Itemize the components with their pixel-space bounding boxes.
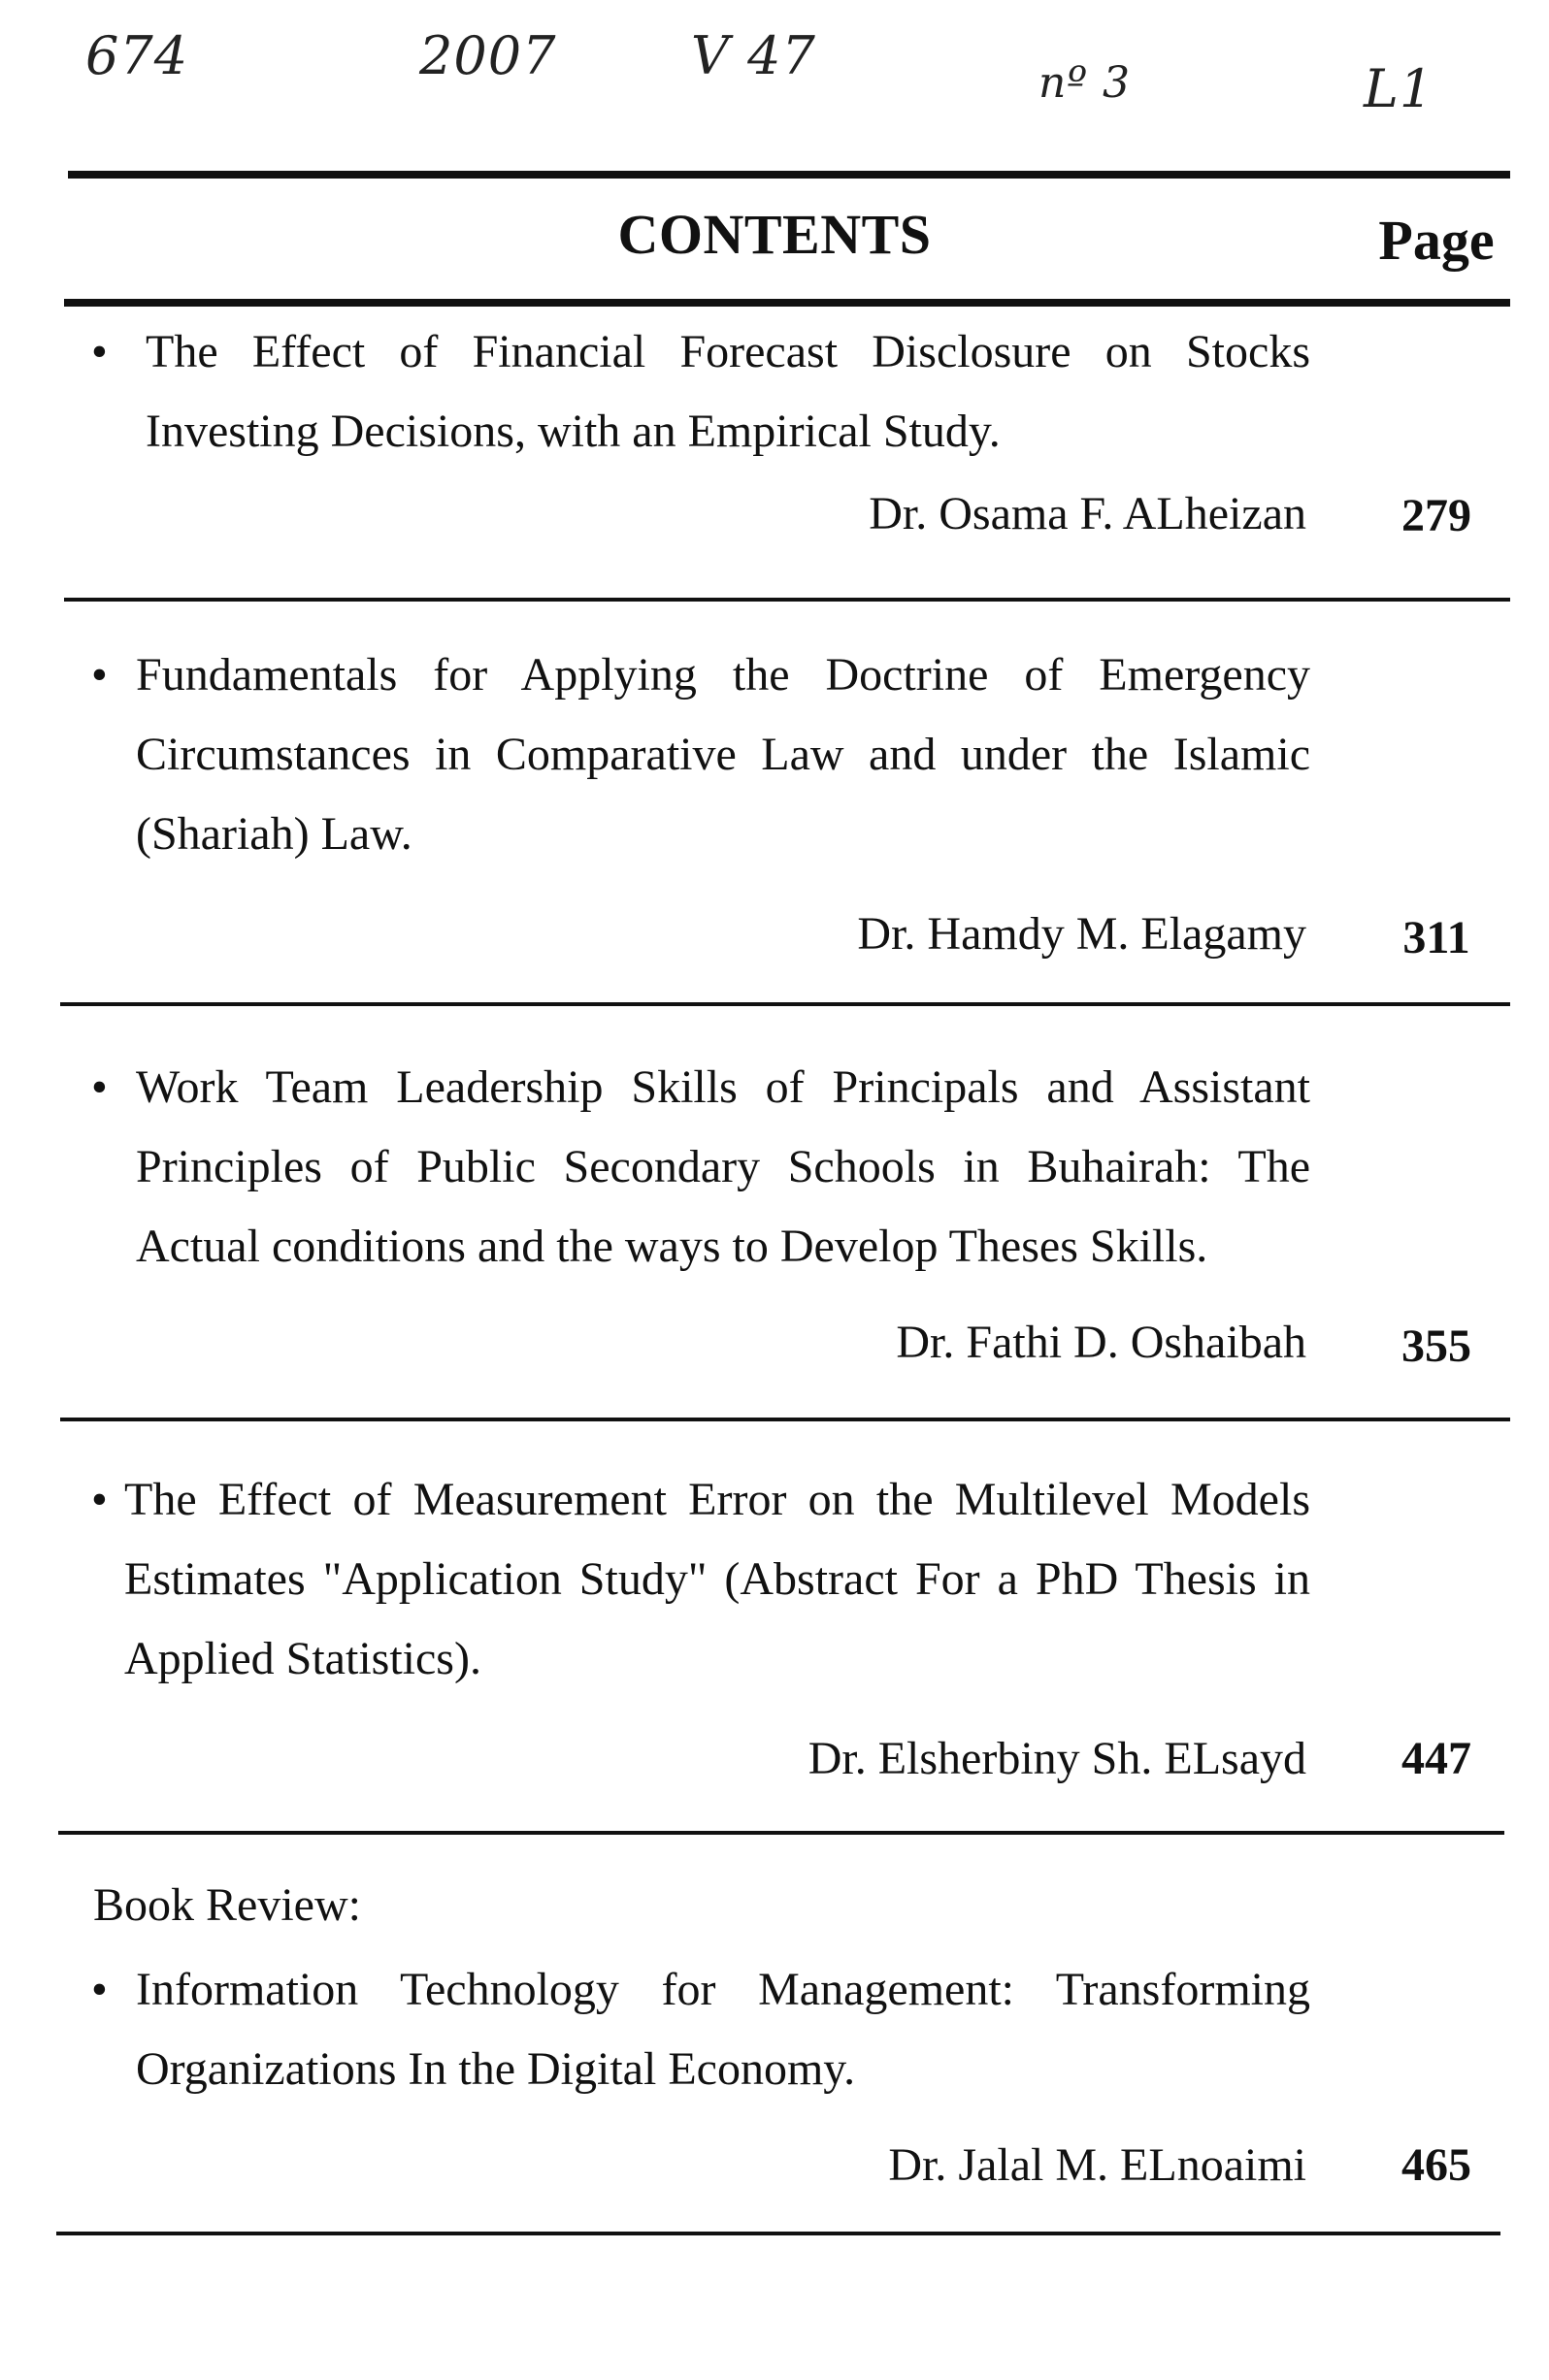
entry-page: 355: [1401, 1320, 1471, 1372]
entry-author: Dr. Jalal M. ELnoaimi: [888, 2139, 1306, 2191]
entry-page: 447: [1401, 1733, 1471, 1784]
bullet: •: [91, 1474, 108, 1525]
entry-page: 279: [1401, 490, 1471, 541]
handwritten-mark: L1: [1364, 58, 1434, 119]
bullet: •: [91, 1964, 108, 2015]
handwritten-year: 2007: [419, 25, 557, 86]
entry-page: 311: [1402, 912, 1470, 963]
bullet: •: [91, 326, 108, 377]
top-rule: [68, 171, 1510, 179]
entry-title: The Effect of Financial Forecast Disclosure on Stocks Investing Decisions, with an Empirical Study.: [146, 326, 1310, 457]
handwritten-volume: V 47: [691, 25, 816, 86]
entry-divider: [60, 1418, 1510, 1421]
page-column-header: Page: [1378, 209, 1495, 272]
entry-divider: [60, 1002, 1510, 1006]
handwritten-number: nº 3: [1038, 58, 1132, 108]
entry-title: Information Technology for Management: Transforming Organizations In the Digital Economy.: [136, 1964, 1310, 2095]
entry-author: Dr. Elsherbiny Sh. ELsayd: [807, 1733, 1306, 1784]
bullet: •: [91, 1061, 108, 1113]
contents-title: CONTENTS: [617, 203, 932, 266]
handwritten-code: 674: [85, 25, 189, 86]
header-rule: [64, 299, 1510, 307]
bullet: •: [91, 649, 108, 701]
entry-divider: [58, 1831, 1504, 1835]
entry-page: 465: [1401, 2139, 1471, 2191]
entry-title: Fundamentals for Applying the Doctrine of Emergency Circumstances in Comparative Law and under the Islamic (Shariah) Law.: [136, 649, 1310, 860]
entry-title: The Effect of Measurement Error on the Multilevel Models Estimates "Application Study" (Abstract For a PhD Thesis in Applied Statistics).: [124, 1474, 1310, 1684]
bottom-rule: [56, 2232, 1500, 2235]
entry-title: Work Team Leadership Skills of Principals and Assistant Principles of Public Secondary Schools in Buhairah: The Actual conditions and the ways to Develop Theses Skills.: [136, 1061, 1310, 1272]
entry-author: Dr. Hamdy M. Elagamy: [857, 908, 1306, 960]
entry-author: Dr. Fathi D. Oshaibah: [896, 1317, 1306, 1368]
entry-divider: [64, 598, 1510, 602]
book-review-label: Book Review:: [93, 1879, 361, 1931]
entry-author: Dr. Osama F. ALheizan: [869, 488, 1306, 539]
